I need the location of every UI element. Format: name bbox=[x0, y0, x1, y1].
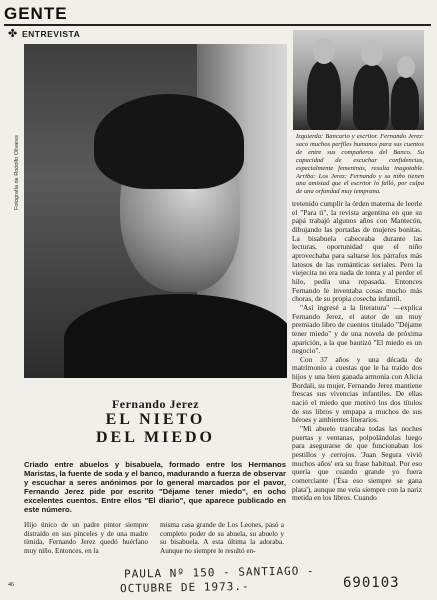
figure-woman bbox=[307, 60, 341, 130]
masthead-rule bbox=[4, 24, 431, 26]
photo-caption: Izquierda: Bancario y escritor. Fernando Jerez: saco muchos perfiles humanos para sus cuentos de entre sus compañeros del Banco. Su capacidad de escuchar confidencias, especialmente femeninas, resulta inagotable. Arriba: Los Jerez: Fernando y su niño tienen una amistad que el escritor lo falló, por culpa de una orfandad muy temprana. bbox=[296, 133, 424, 196]
figure-child bbox=[391, 76, 419, 130]
photo-credit: Fotografía de Rodolfo Olivares bbox=[14, 135, 20, 210]
photo-collar bbox=[64, 294, 287, 378]
handwritten-date: OCTUBRE DE 1973.- bbox=[119, 579, 250, 596]
article-title-line-1: EL NIETO bbox=[105, 411, 206, 428]
body-paragraph: "Mi abuelo trancaba todas las noches puertas y ventanas, polpolándolas luego para asegurarse de que funcionaban los pestillos y cerrojos. 'Juan Segura vivió muchos años' era su frase habitual. Por eso quería que cuando grande yo fuera comerciante ('Ésa eso siempre se gana plata'), aunque me veía siempre con la nariz metida en los libros. Cuando bbox=[292, 424, 422, 503]
body-paragraph: "Así ingresé a la literatura" —explica Fernando Jerez, el autor de un muy premiado libro de cuentos titulado "Déjame tener miedo" y de una novela de próxima aparición, a la que bautizó "El miedo es un negocio". bbox=[292, 302, 422, 356]
body-paragraph: tretenido cumplir la órden materna de leerle el "Para ti", la revista argentina en que su papá trabajó algunos años con Mantecón, dibujando las portadas de mujeres bonitas. La bisabuela cabeceaba durante las lecturas, oportunidad que el niño aprovechaba para saltarse los párrafos más latosos de las románticas seriales. Pero la viejecita no era nada de tonta y al perder el hilo, pedía una repasada. Entonces Fernando le inventaba cosas mucho más choras, de su propia cosecha infantil. bbox=[292, 199, 422, 304]
article-subject-name: Fernando Jerez bbox=[111, 397, 200, 411]
body-paragraph: Con 37 años y una década de matrimonio a cuestas que le ha traído dos hijos y una bien ganada armonía con Alicia Bordali, su mujer, Fernando Jerez mantiene frescas sus vivencias infantiles. De ellas nació el miedo que motivó los dos títulos de sus libros y empapa a muchos de sus héroes y ambientes literarios. bbox=[292, 354, 422, 425]
figure-man bbox=[353, 64, 389, 130]
section-label: ENTREVISTA bbox=[22, 29, 81, 39]
portrait-photo bbox=[24, 44, 287, 378]
handwritten-code: 690103 bbox=[343, 575, 400, 591]
figure-man-head bbox=[361, 40, 383, 66]
family-photo bbox=[293, 30, 424, 130]
article-title-line-2: DEL MIEDO bbox=[95, 429, 215, 446]
body-column-right bbox=[292, 200, 422, 503]
body-column-b: misma casa grande de Los Leones, pasó a completo poder de su abuela, su abuelo y su bisabuela. A esta última la adoraba. Aunque no siempre le resultó en- bbox=[160, 521, 284, 555]
photo-hair bbox=[94, 94, 244, 189]
body-column-a: Hijo único de un padre pintor siempre distraído en sus pinceles y de una madre tímida, Fernando Jerez quedó huérfano muy niño. Entonces, en la bbox=[24, 521, 148, 555]
figure-child-head bbox=[397, 56, 415, 78]
handwritten-source: PAULA Nº 150 - SANTIAGO - bbox=[123, 564, 315, 581]
magazine-masthead: GENTE bbox=[4, 4, 68, 23]
article-lede: Criado entre abuelos y bisabuela, formado entre los Hermanos Maristas, la fuente de soda y el banco, madurando a fuerza de observar y escuchar a seres anónimos por lo general marcados por el pavor, Fernando Jerez pide por escrito "Déjame tener miedo", en ocho excelentes cuentos. Entre ellos "El diario", que aparece publicado en este número. bbox=[24, 460, 286, 514]
figure-woman-head bbox=[313, 38, 335, 64]
section-ornament-icon: ✤ bbox=[8, 28, 18, 40]
page-number: 46 bbox=[8, 582, 14, 588]
